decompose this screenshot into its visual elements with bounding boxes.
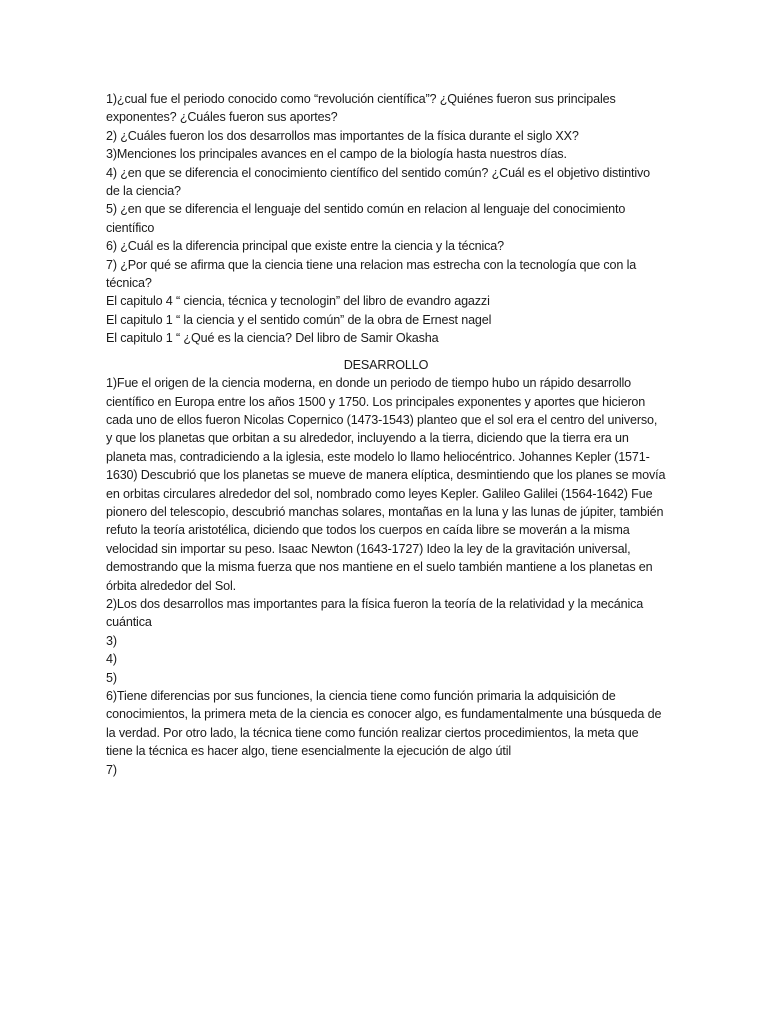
answer-3: 3) xyxy=(106,633,117,648)
question-7: 7) ¿Por qué se afirma que la ciencia tiene una relacion mas estrecha con la tecnología que con la técnica? xyxy=(106,257,637,291)
answer-5: 5) xyxy=(106,670,117,685)
document-body xyxy=(106,90,666,779)
question-3: 3)Menciones los principales avances en el campo de la biología hasta nuestros días. xyxy=(106,147,567,162)
question-2: 2) ¿Cuáles fueron los dos desarrollos mas importantes de la física durante el siglo XX? xyxy=(106,128,579,143)
answer-1: 1)Fue el origen de la ciencia moderna, en donde un periodo de tiempo hubo un rápido desarrollo científico en Europa entre los años 1500 y 1750. Los principales exponentes y aportes que hicieron cada uno de ellos fueron Nicolas Copernico (1473-1543) planteo que el sol era el centro del universo, y que los planetas que orbitan a su alrededor, incluyendo a la tierra, diciendo que la tierra era un planeta mas, contradiciendo a la iglesia, este modelo lo llamo heliocéntrico. Johannes Kepler (1571-1630) Descubrió que los planetas se mueve de manera elíptica, desmintiendo que los planes se movía en orbitas circulares alrededor del sol, nombrado como leyes Kepler. Galileo Galilei (1564-1642) Fue pionero del telescopio, descubrió manchas solares, montañas en la luna y las lunas de júpiter, también refuto la teoría aristotélica, diciendo que todos los cuerpos en caída libre se moverán a la misma velocidad sin importar su peso. Isaac Newton (1643-1727) Ideo la ley de la gravitación universal, demostrando que la misma fuerza que nos mantiene en el suelo también mantiene a los planetas en órbita alrededor del Sol. xyxy=(106,376,666,593)
reference-2: El capitulo 1 “ la ciencia y el sentido común” de la obra de Ernest nagel xyxy=(106,312,492,327)
question-6: 6) ¿Cuál es la diferencia principal que existe entre la ciencia y la técnica? xyxy=(106,239,504,254)
question-1: 1)¿cual fue el periodo conocido como “revolución científica”? ¿Quiénes fueron sus principales exponentes? ¿Cuáles fueron sus aportes? xyxy=(106,92,616,125)
answer-6: 6)Tiene diferencias por sus funciones, la ciencia tiene como función primaria la adquisición de conocimientos, la primera meta de la ciencia es conocer algo, es fundamentalmente una búsqueda de la verdad. Por otro lado, la técnica tiene como función realizar ciertos procedimientos, la meta que tiene la técnica es hacer algo, tiene esencialmente la ejecución de algo útil xyxy=(106,689,662,759)
section-heading: DESARROLLO xyxy=(343,357,429,372)
question-4: 4) ¿en que se diferencia el conocimiento científico del sentido común? ¿Cuál es el objetivo distintivo de la ciencia? xyxy=(106,165,651,199)
reference-1: El capitulo 4 “ ciencia, técnica y tecnologin” del libro de evandro agazzi xyxy=(106,294,490,309)
reference-3: El capitulo 1 “ ¿Qué es la ciencia? Del libro de Samir Okasha xyxy=(106,331,439,346)
answer-7: 7) xyxy=(106,762,117,777)
question-5: 5) ¿en que se diferencia el lenguaje del sentido común en relacion al lenguaje del conocimiento científico xyxy=(106,202,626,235)
answer-2: 2)Los dos desarrollos mas importantes para la física fueron la teoría de la relatividad y la mecánica cuántica xyxy=(106,596,644,630)
answer-4: 4) xyxy=(106,652,117,667)
